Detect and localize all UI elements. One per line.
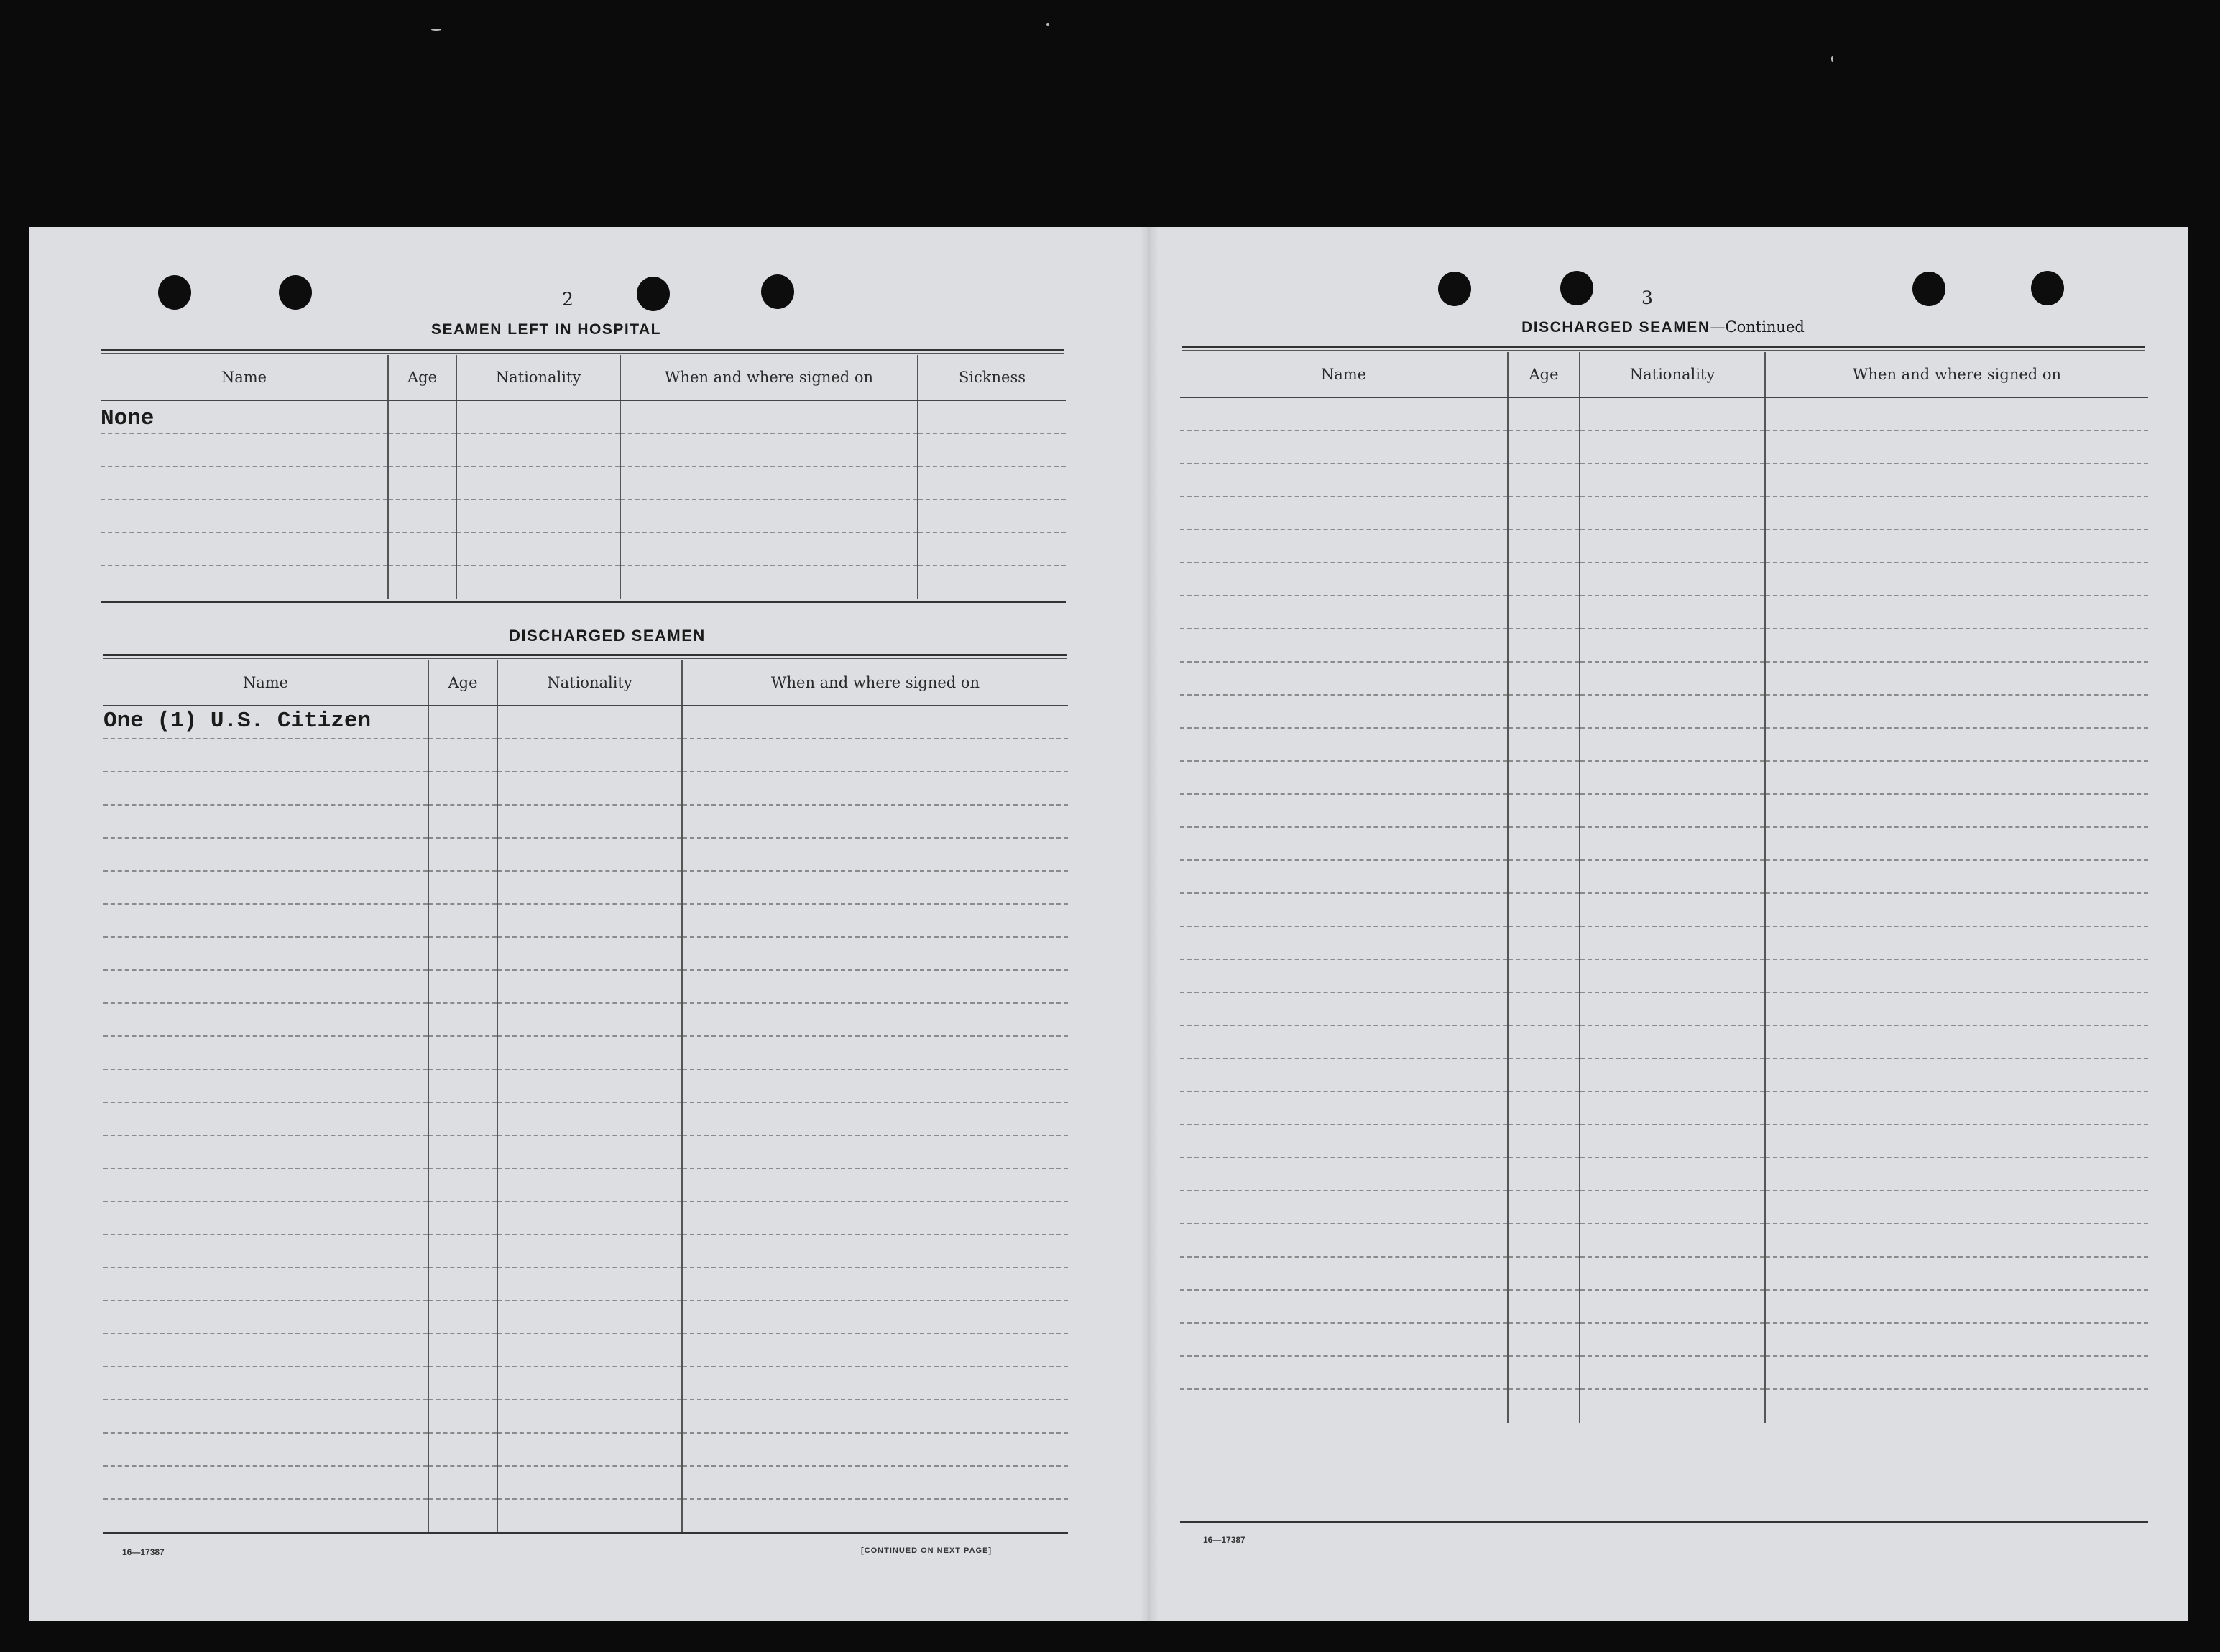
table-row [103, 1036, 1068, 1069]
table-row [101, 466, 1066, 499]
table-row [103, 1201, 1068, 1235]
column-header-nationality: Nationality [497, 660, 682, 706]
scan-speck [431, 29, 441, 31]
discharged-table [103, 660, 1068, 1533]
column-header-sickness: Sickness [918, 355, 1066, 400]
column-header-nationality: Nationality [1580, 352, 1765, 397]
column-header-age: Age [1508, 352, 1580, 397]
discharged-title-rule [103, 654, 1067, 659]
table-row [103, 970, 1068, 1003]
table-row [1180, 992, 2148, 1025]
table-row [103, 871, 1068, 904]
table-row [1180, 1158, 2148, 1191]
hospital-entry-text: None [101, 406, 155, 431]
table-row [1180, 1224, 2148, 1257]
punch-hole [1912, 272, 1945, 306]
discharged-continued-title [1182, 318, 2145, 336]
table-row [1180, 1025, 2148, 1058]
table-row [1180, 728, 2148, 761]
table-row [1180, 629, 2148, 662]
punch-hole [279, 275, 312, 310]
table-row [1180, 497, 2148, 530]
table-row [103, 1466, 1068, 1499]
column-header-signed-on: When and where signed on [620, 355, 918, 400]
form-number-left: 16—17387 [122, 1547, 165, 1557]
table-row [1180, 1356, 2148, 1389]
table-row [103, 1400, 1068, 1433]
table-row [103, 1334, 1068, 1367]
table-row [103, 706, 1068, 739]
discharged-continued-title-main: DISCHARGED SEAMEN [1521, 319, 1710, 336]
table-row [1180, 1092, 2148, 1125]
column-header-age: Age [388, 355, 456, 400]
table-row [1180, 761, 2148, 794]
punch-hole [637, 277, 670, 311]
table-row [103, 739, 1068, 772]
column-header-name: Name [103, 660, 428, 706]
page-number-left: 2 [562, 289, 574, 310]
discharged-continued-title-suffix: —Continued [1710, 318, 1805, 336]
table-row [1180, 596, 2148, 629]
right-title-rule [1182, 346, 2145, 351]
scan-speck [1831, 56, 1833, 62]
table-row [1180, 695, 2148, 728]
name-cell [103, 706, 428, 739]
table-row [1180, 463, 2148, 497]
column-header-signed-on: When and where signed on [1765, 352, 2148, 397]
table-row [103, 1235, 1068, 1268]
table-row [103, 805, 1068, 838]
discharged-entry-text: One (1) U.S. Citizen [103, 709, 372, 734]
discharged-section-title: DISCHARGED SEAMEN [509, 627, 706, 645]
hospital-section-title: SEAMEN LEFT IN HOSPITAL [431, 321, 661, 338]
table-row [103, 772, 1068, 805]
table-row [1180, 662, 2148, 695]
scan-speck [1046, 23, 1049, 26]
table-row [1180, 794, 2148, 827]
continued-note: [CONTINUED ON NEXT PAGE] [861, 1546, 992, 1555]
table-row [103, 1301, 1068, 1334]
table-row [103, 1003, 1068, 1036]
table-row [1180, 1389, 2148, 1423]
name-cell [101, 400, 388, 433]
punch-hole [2031, 271, 2064, 305]
punch-hole [158, 275, 191, 310]
table-row [103, 904, 1068, 937]
page-fold [1140, 227, 1159, 1621]
column-header-nationality: Nationality [456, 355, 620, 400]
table-row [1180, 1323, 2148, 1356]
table-row [1180, 530, 2148, 563]
table-row [1180, 959, 2148, 992]
right-bottom-rule [1180, 1521, 2148, 1523]
discharged-bottom-rule [103, 1532, 1068, 1534]
table-row [1180, 1058, 2148, 1092]
hospital-table [101, 355, 1066, 599]
table-row [1180, 1125, 2148, 1158]
column-header-name: Name [1180, 352, 1508, 397]
page-number-right: 3 [1641, 287, 1653, 308]
hospital-title-rule [101, 349, 1064, 354]
column-header-age: Age [428, 660, 497, 706]
table-row [101, 400, 1066, 433]
table-row [1180, 926, 2148, 959]
column-header-name: Name [101, 355, 388, 400]
table-row [103, 937, 1068, 970]
table-row [1180, 893, 2148, 926]
table-row [101, 499, 1066, 532]
table-row [103, 1102, 1068, 1135]
punch-hole [1560, 271, 1593, 305]
table-row [103, 1268, 1068, 1301]
table-row [101, 566, 1066, 599]
punch-hole [761, 274, 794, 309]
table-row [101, 433, 1066, 466]
document-sheet [29, 227, 2188, 1621]
form-number-right: 16—17387 [1203, 1535, 1245, 1545]
table-row [103, 1367, 1068, 1400]
table-row [1180, 430, 2148, 463]
table-row [1180, 563, 2148, 596]
table-row [1180, 1290, 2148, 1323]
table-row [1180, 1257, 2148, 1290]
table-row [1180, 397, 2148, 430]
table-row [103, 1069, 1068, 1102]
table-row [1180, 860, 2148, 893]
table-row [1180, 827, 2148, 860]
table-row [103, 838, 1068, 871]
hospital-bottom-rule [101, 601, 1066, 603]
table-row [101, 532, 1066, 566]
discharged-continued-table [1180, 352, 2148, 1423]
table-row [103, 1499, 1068, 1533]
table-row [1180, 1191, 2148, 1224]
table-row [103, 1433, 1068, 1466]
table-row [103, 1135, 1068, 1168]
punch-hole [1438, 272, 1471, 306]
table-row [103, 1168, 1068, 1201]
column-header-signed-on: When and where signed on [682, 660, 1068, 706]
